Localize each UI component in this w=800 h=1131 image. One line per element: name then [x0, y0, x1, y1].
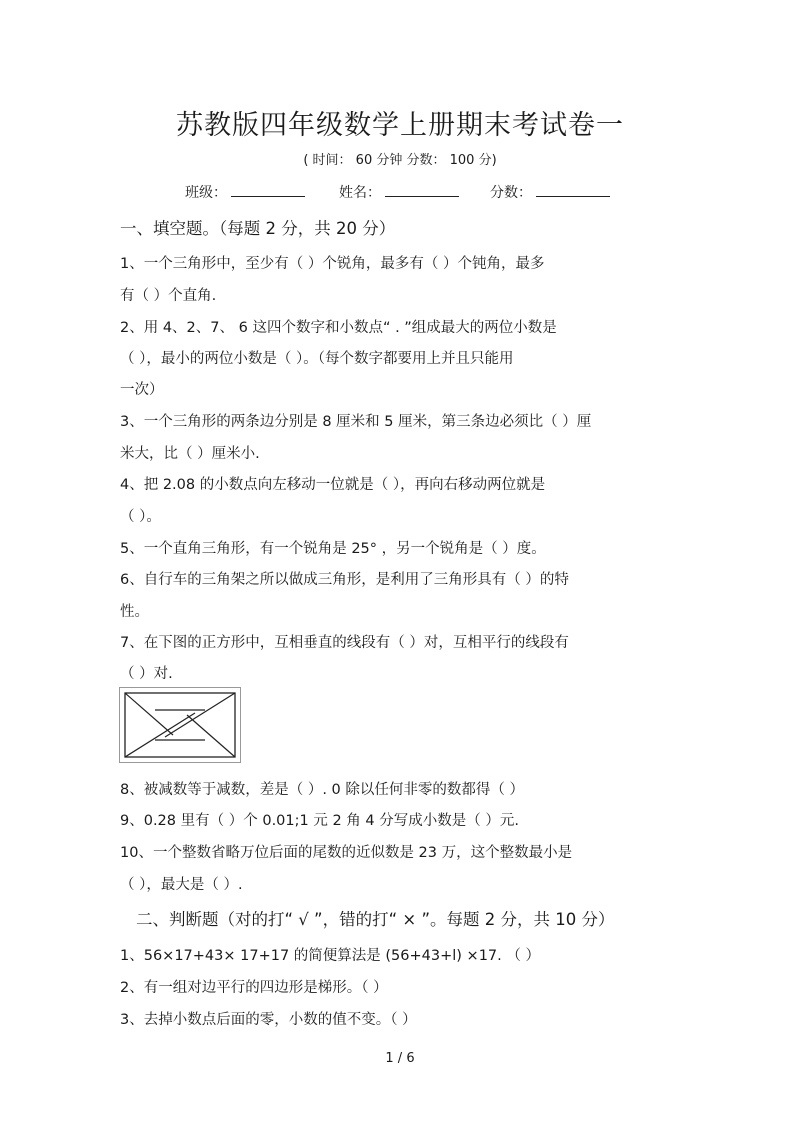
question-line: 一次） [120, 382, 164, 398]
question-line: 2、用 4、2、7、 6 这四个数字和小数点“ . ”组成最大的两位小数是 [120, 320, 557, 336]
question-line: （ ），最小的两位小数是（ ）。（每个数字都要用上并且只能用 [120, 351, 514, 367]
page-number: 1 / 6 [385, 1051, 415, 1066]
exam-subtitle: ( 时间： 60 分钟 分数： 100 分) [303, 153, 497, 168]
name-label: 姓名： [339, 185, 381, 201]
name-blank[interactable] [385, 182, 459, 197]
question-line: 米大，比（ ）厘米小. [120, 446, 260, 462]
score-blank[interactable] [536, 182, 610, 197]
square-figure-drawing [120, 688, 240, 762]
question-line: 1、一个三角形中，至少有（ ）个锐角，最多有（ ）个钝角，最多 [120, 256, 545, 272]
question-line: 10、一个整数省略万位后面的尾数的近似数是 23 万，这个整数最小是 [120, 845, 573, 861]
section-true-false-heading: 二、判断题（对的打“ √ ”，错的打“ × ”。每题 2 分，共 10 分） [136, 910, 615, 929]
class-field [185, 182, 305, 202]
question-line: 有（ ）个直角. [120, 288, 217, 304]
question-line: 性。 [120, 604, 149, 620]
class-label: 班级： [185, 185, 227, 201]
question-line: 6、自行车的三角架之所以做成三角形，是利用了三角形具有（ ）的特 [120, 572, 569, 588]
question-line: 7、在下图的正方形中，互相垂直的线段有（ ）对，互相平行的线段有 [120, 635, 569, 651]
square-figure [119, 687, 241, 763]
name-field [339, 182, 459, 202]
score-label: 分数： [490, 185, 532, 201]
section-fill-blank-heading: 一、填空题。（每题 2 分，共 20 分） [120, 219, 396, 238]
question-line: （ ），最大是（ ）. [120, 877, 243, 893]
question-line: 3、去掉小数点后面的零，小数的值不变。（ ） [120, 1012, 417, 1028]
question-line: 9、0.28 里有（ ）个 0.01;1 元 2 角 4 分写成小数是（ ）元. [120, 813, 519, 829]
score-field [490, 182, 610, 202]
question-line: 2、有一组对边平行的四边形是梯形。（ ） [120, 980, 388, 996]
question-line: 5、一个直角三角形，有一个锐角是 25° ，另一个锐角是（ ）度。 [120, 541, 546, 557]
class-blank[interactable] [231, 182, 305, 197]
question-line: （ ）。 [120, 509, 161, 525]
question-line: 8、被减数等于减数，差是（ ）. 0 除以任何非零的数都得（ ） [120, 782, 524, 798]
question-line: 3、一个三角形的两条边分别是 8 厘米和 5 厘米，第三条边必须比（ ）厘 [120, 414, 592, 430]
question-line: 1、56×17+43× 17+17 的简便算法是 (56+43+l) ×17. （ ） [120, 948, 540, 964]
question-line: （ ）对. [120, 666, 173, 682]
question-line: 4、把 2.08 的小数点向左移动一位就是（ ），再向右移动两位就是 [120, 477, 546, 493]
page-title: 苏教版四年级数学上册期末考试卷一 [176, 110, 624, 141]
